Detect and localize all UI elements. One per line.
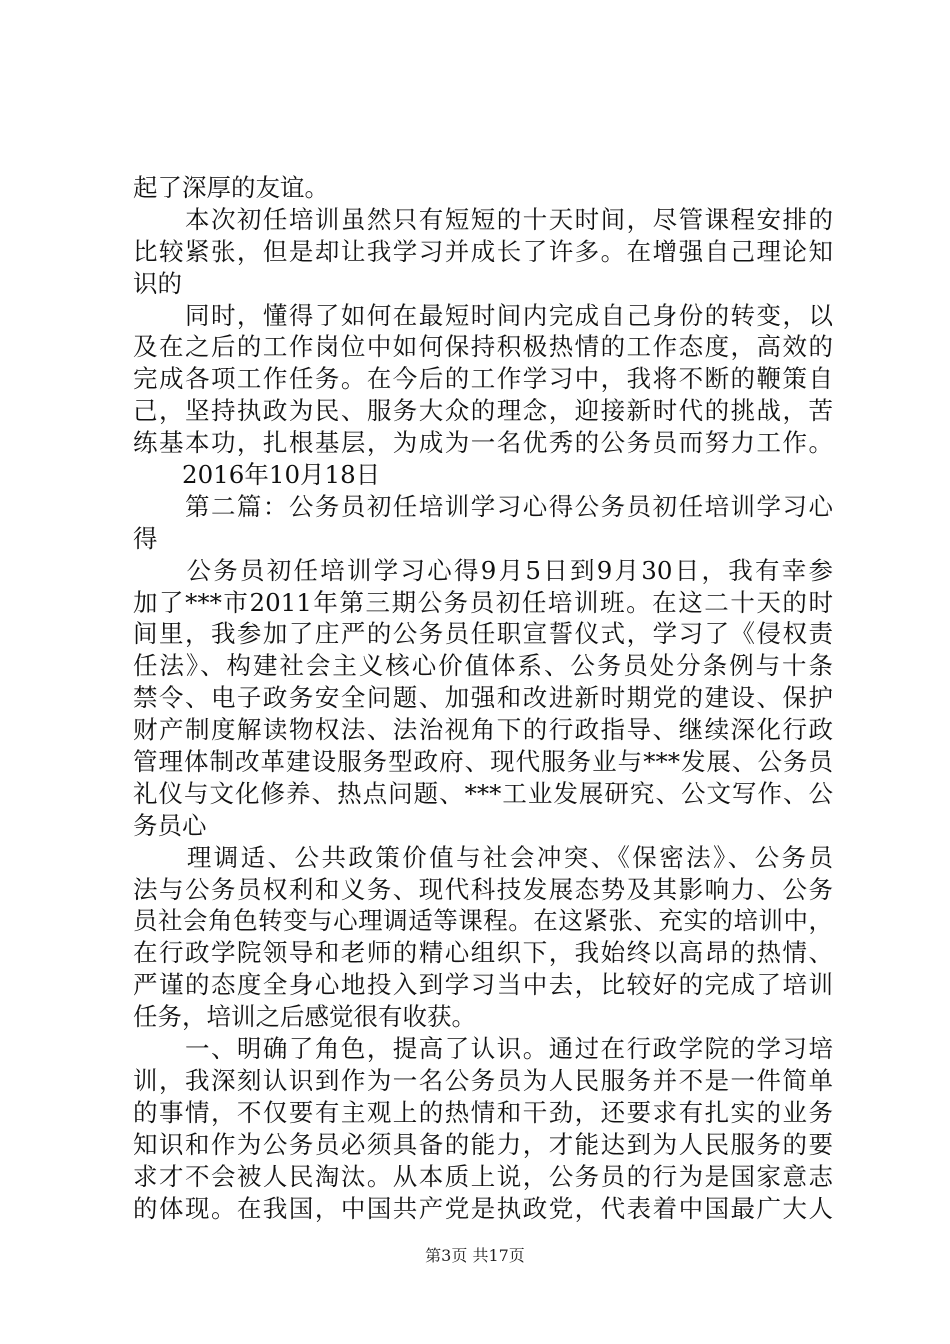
text-line: 间里，我参加了庄严的公务员任职宣誓仪式，学习了《侵权责 [133,619,833,649]
text-line: 一、明确了角色，提高了认识。通过在行政学院的学习培 [133,1034,833,1064]
text-line: 财产制度解读物权法、法治视角下的行政指导、继续深化行政 [133,715,833,745]
text-line: 得 [133,523,158,553]
text-line: 加了***市2011年第三期公务员初任培训班。在这二十天的时 [133,587,833,617]
text-line: 本次初任培训虽然只有短短的十天时间，尽管课程安排的 [133,204,833,234]
text-line: 礼仪与文化修养、热点问题、***工业发展研究、公文写作、公 [133,778,833,808]
text-line: 比较紧张，但是却让我学习并成长了许多。在增强自己理论知 [133,236,833,266]
text-line: 任法》、构建社会主义核心价值体系、公务员处分条例与十条 [133,651,833,681]
text-line: 练基本功，扎根基层，为成为一名优秀的公务员而努力工作。 [133,428,833,458]
text-line: 完成各项工作任务。在今后的工作学习中，我将不断的鞭策自 [133,364,833,394]
body-text [133,172,833,1224]
text-line: 起了深厚的友谊。 [133,173,329,202]
text-line: 同时，懂得了如何在最短时间内完成自己身份的转变，以 [133,300,833,330]
text-line: 严谨的态度全身心地投入到学习当中去，比较好的完成了培训 [133,970,833,1000]
text-line: 管理体制改革建设服务型政府、现代服务业与***发展、公务员 [133,747,833,777]
text-line: 2016年10月18日 [133,460,381,490]
text-line: 法与公务员权利和义务、现代科技发展态势及其影响力、公务 [133,874,833,904]
page-footer: 第3页 共17页 [425,1246,525,1265]
text-line: 训，我深刻认识到作为一名公务员为人民服务并不是一件简单 [133,1065,833,1095]
text-line: 及在之后的工作岗位中如何保持积极热情的工作态度，高效的 [133,332,833,362]
text-line: 第二篇：公务员初任培训学习心得公务员初任培训学习心 [133,491,833,521]
text-line: 的事情，不仅要有主观上的热情和干劲，还要求有扎实的业务 [133,1097,833,1127]
text-line: 员社会角色转变与心理调适等课程。在这紧张、充实的培训中， [133,906,833,936]
text-line: 任务，培训之后感觉很有收获。 [133,1002,476,1032]
text-line: 知识和作为公务员必须具备的能力，才能达到为人民服务的要 [133,1129,833,1159]
text-line: 己，坚持执政为民、服务大众的理念，迎接新时代的挑战，苦 [133,396,833,426]
text-line: 理调适、公共政策价值与社会冲突、《保密法》、公务员 [133,842,833,872]
text-line: 的体现。在我国，中国共产党是执政党，代表着中国最广大人 [133,1193,833,1223]
text-line: 在行政学院领导和老师的精心组织下，我始终以高昂的热情、 [133,938,833,968]
text-line: 禁令、电子政务安全问题、加强和改进新时期党的建设、保护 [133,683,833,713]
text-line: 务员心 [133,810,207,840]
text-line: 求才不会被人民淘汰。从本质上说，公务员的行为是国家意志 [133,1161,833,1191]
text-line: 识的 [133,268,182,298]
text-line: 公务员初任培训学习心得9月5日到9月30日，我有幸参 [133,555,833,585]
